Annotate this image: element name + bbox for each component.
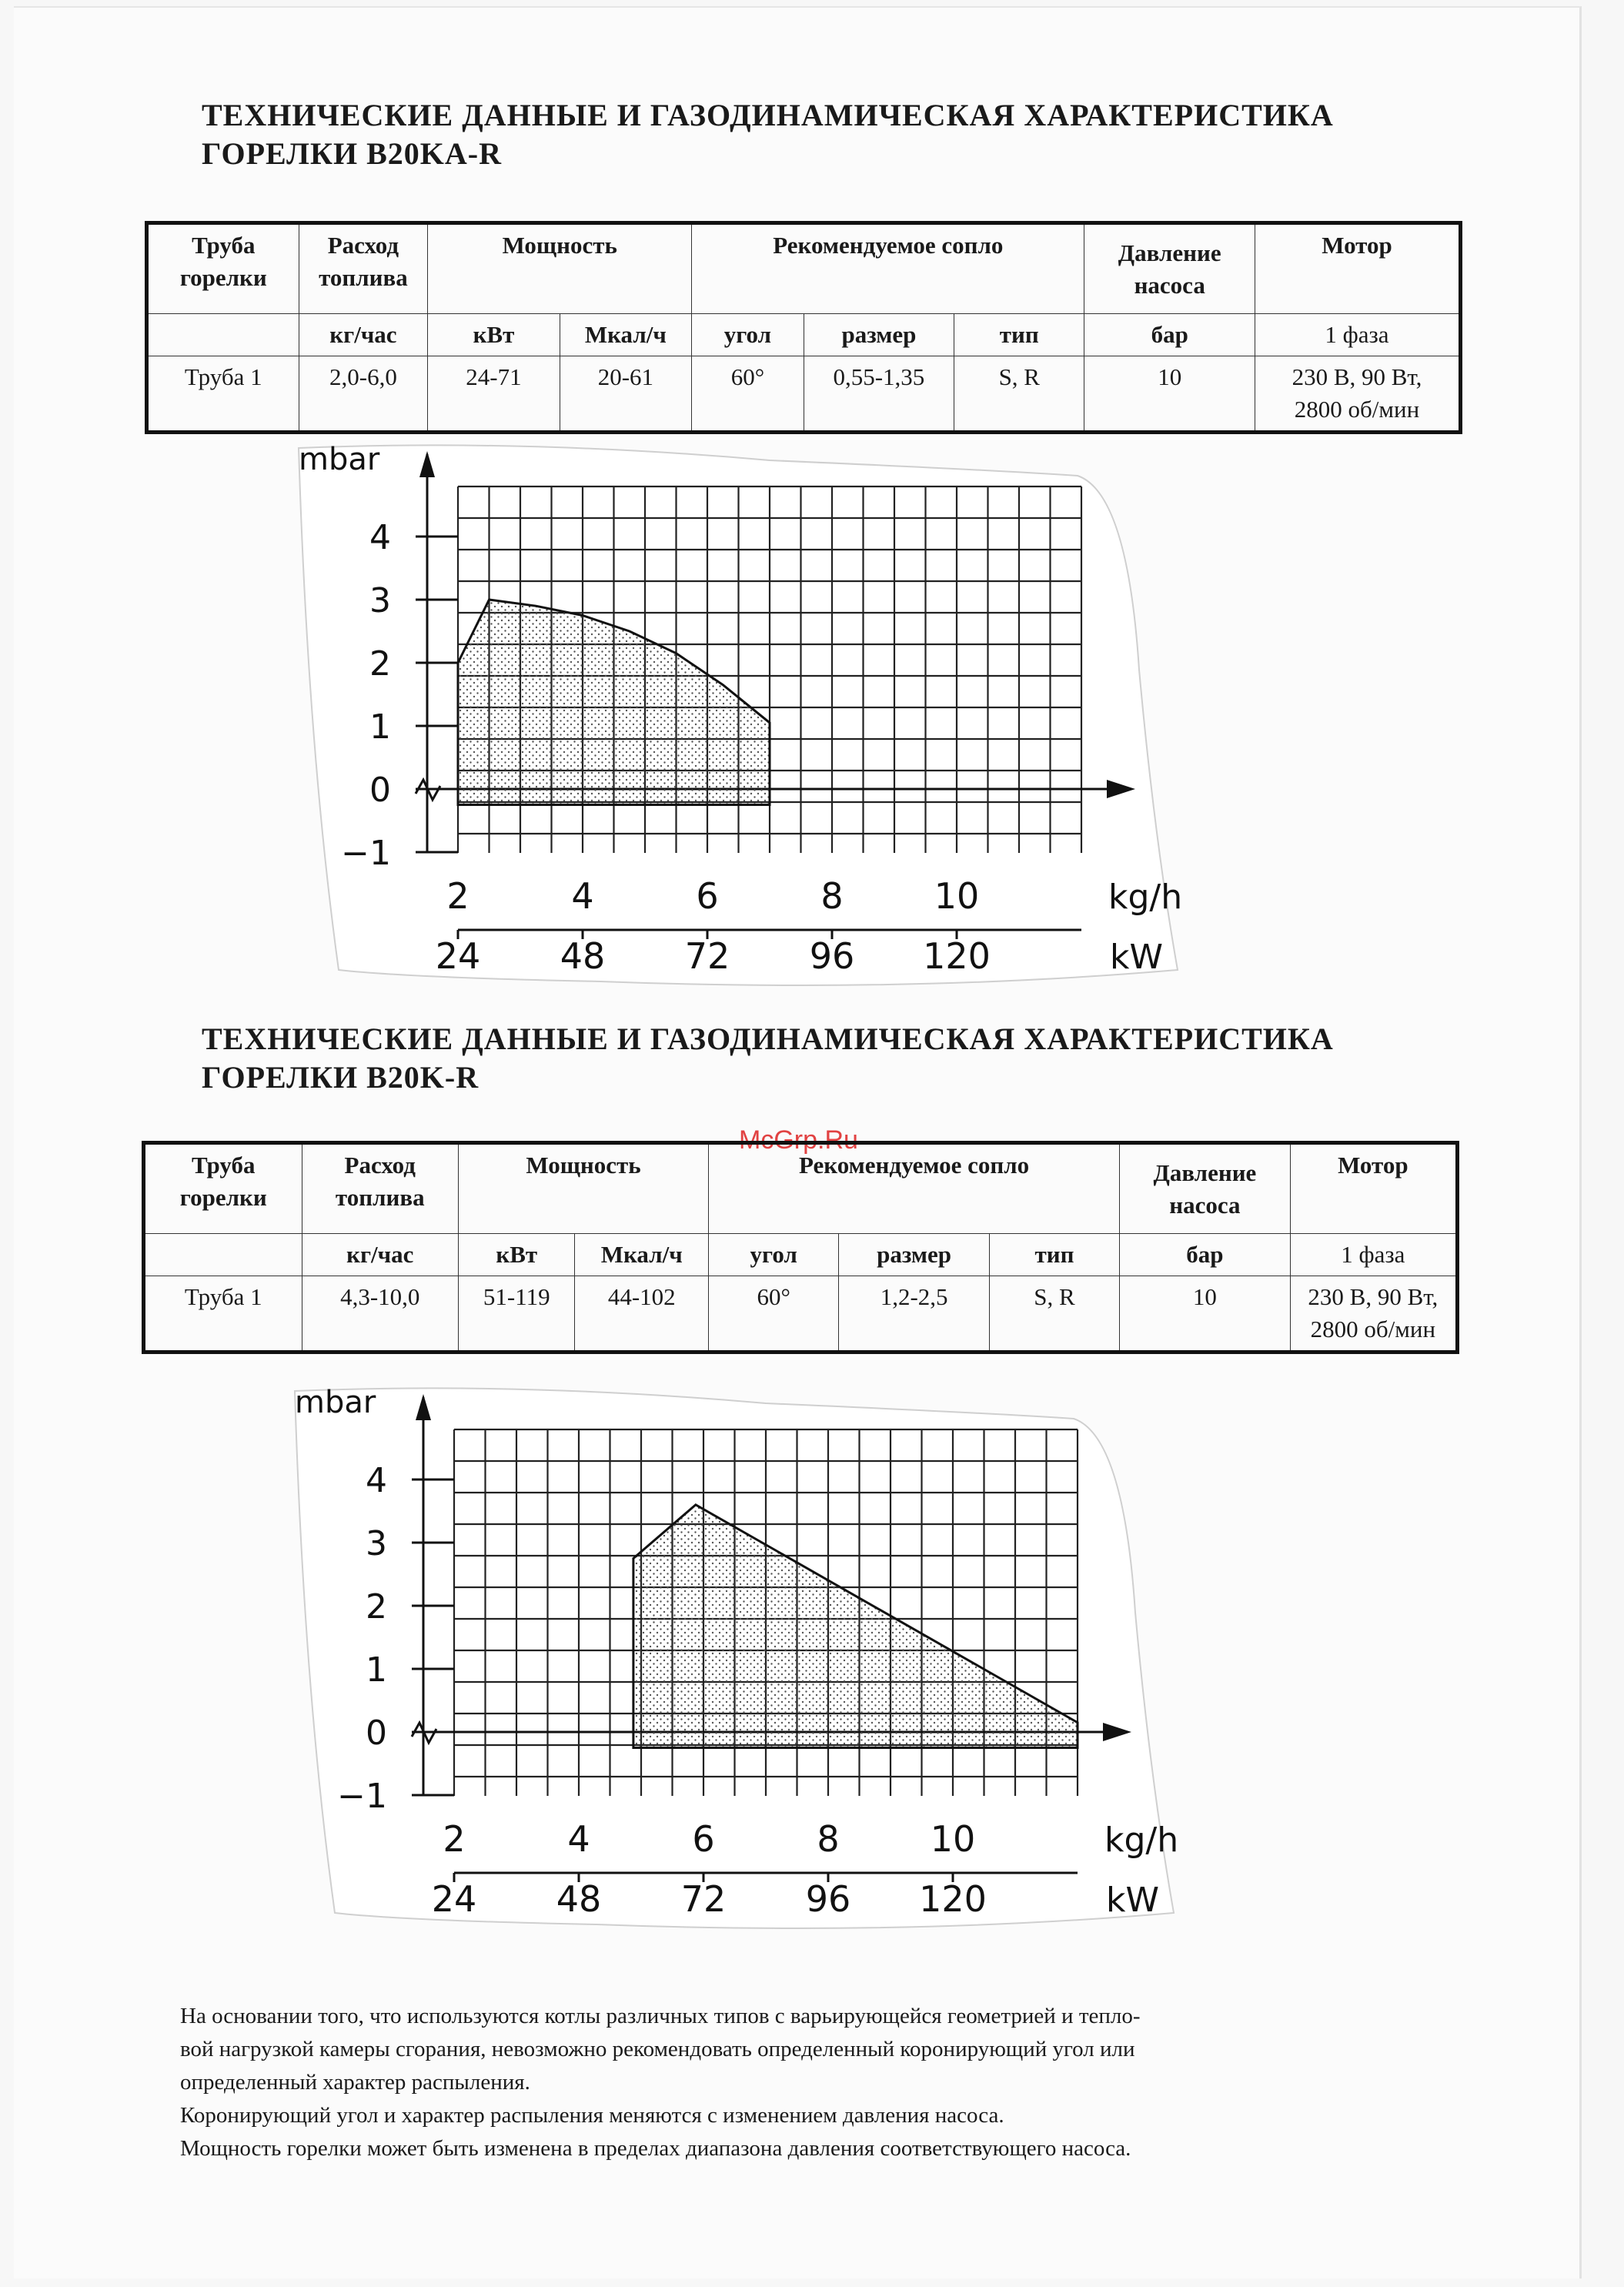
- val-mcal: 20-61: [560, 356, 692, 433]
- val-type: S, R: [989, 1276, 1119, 1352]
- x2-tick-label: 72: [684, 935, 730, 977]
- y-tick-label: 3: [366, 1524, 387, 1563]
- y-axis-label: mbar: [299, 442, 380, 477]
- th-flow: Расход топлива: [299, 223, 428, 314]
- y-tick-label: 4: [366, 1461, 387, 1500]
- th-tube: Труба горелки: [147, 223, 299, 314]
- unit-type: тип: [954, 314, 1084, 356]
- val-motor: [1290, 1276, 1457, 1352]
- val-motor-line1: 230 В, 90 Вт,: [1308, 1283, 1439, 1310]
- unit-kw: кВт: [459, 1234, 575, 1276]
- x2-tick-label: 120: [919, 1878, 987, 1920]
- chart-svg: [292, 439, 1185, 993]
- unit-tube-empty: [144, 1234, 302, 1276]
- chart-b20ka-r: [292, 439, 1185, 993]
- unit-bar: бар: [1120, 1234, 1291, 1276]
- unit-angle: угол: [692, 314, 804, 356]
- th-pressure: Давление насоса: [1120, 1143, 1291, 1234]
- x2-tick-label: 96: [809, 935, 855, 977]
- note-line: На основании того, что используются котлы различных типов с варьирующейся геометрией и тепло-: [180, 2004, 1141, 2028]
- unit-kw: кВт: [428, 314, 560, 356]
- unit-flow: кг/час: [299, 314, 428, 356]
- notes-block: [180, 2000, 1381, 2165]
- unit-size: размер: [804, 314, 954, 356]
- th-power: Мощность: [428, 223, 692, 314]
- note-line: Коронирующий угол и характер распыления меняются с изменением давления насоса.: [180, 2103, 1004, 2128]
- unit-bar: бар: [1084, 314, 1255, 356]
- x2-tick-label: 72: [680, 1878, 727, 1920]
- section1-spec-table: [145, 221, 1462, 434]
- unit-flow: кг/час: [302, 1234, 459, 1276]
- unit-size: размер: [839, 1234, 989, 1276]
- val-motor-line1: 230 В, 90 Вт,: [1292, 363, 1422, 390]
- y-tick-label: 0: [366, 1714, 387, 1753]
- th-nozzle: Рекомендуемое сопло: [709, 1143, 1120, 1234]
- x-tick-label: 2: [446, 875, 469, 917]
- y-tick-label: 1: [369, 707, 391, 747]
- unit-angle: угол: [709, 1234, 839, 1276]
- x-tick-label: 6: [692, 1818, 715, 1860]
- chart-b20k-r: [289, 1382, 1181, 1936]
- th-motor: Мотор: [1255, 223, 1460, 314]
- val-tube: Труба 1: [144, 1276, 302, 1352]
- val-kw: 24-71: [428, 356, 560, 433]
- x-tick-label: 4: [567, 1818, 590, 1860]
- x-axis-label: kg/h: [1104, 1821, 1179, 1860]
- y-axis-label: mbar: [295, 1385, 376, 1420]
- x-tick-label: 6: [696, 875, 719, 917]
- val-mcal: 44-102: [575, 1276, 709, 1352]
- x-tick-label: 8: [820, 875, 844, 917]
- x-tick-label: 4: [571, 875, 594, 917]
- y-tick-label: 4: [369, 518, 391, 557]
- th-tube: Труба горелки: [144, 1143, 302, 1234]
- y-tick-label: −1: [341, 834, 391, 873]
- val-angle: 60°: [692, 356, 804, 433]
- val-motor: [1255, 356, 1460, 433]
- val-motor-line2: 2800 об/мин: [1294, 396, 1420, 423]
- unit-type: тип: [989, 1234, 1119, 1276]
- y-tick-label: 3: [369, 581, 391, 620]
- section2-title-line2: ГОРЕЛКИ B20K-R: [202, 1060, 480, 1095]
- x-tick-label: 2: [443, 1818, 466, 1860]
- chart-svg: [289, 1382, 1181, 1936]
- x2-tick-label: 120: [923, 935, 991, 977]
- th-pressure: Давление насоса: [1084, 223, 1255, 314]
- watermark: McGrp.Ru: [739, 1125, 858, 1155]
- y-tick-label: 2: [366, 1587, 387, 1627]
- val-bar: 10: [1084, 356, 1255, 433]
- val-tube: Труба 1: [147, 356, 299, 433]
- unit-phase: 1 фаза: [1290, 1234, 1457, 1276]
- x-axis-label: kg/h: [1108, 878, 1183, 917]
- y-tick-label: 2: [369, 644, 391, 684]
- y-tick-label: 0: [369, 771, 391, 810]
- x-tick-label: 10: [934, 875, 980, 917]
- x2-tick-label: 48: [556, 1878, 602, 1920]
- section1-title-line2: ГОРЕЛКИ B20KA-R: [202, 136, 502, 171]
- unit-mcal: Мкал/ч: [575, 1234, 709, 1276]
- val-motor-line2: 2800 об/мин: [1310, 1316, 1436, 1342]
- x2-tick-label: 24: [431, 1878, 477, 1920]
- section1-title-line1: ТЕХНИЧЕСКИЕ ДАННЫЕ И ГАЗОДИНАМИЧЕСКАЯ ХАРАКТЕРИСТИКА: [202, 98, 1334, 132]
- th-power: Мощность: [459, 1143, 709, 1234]
- val-size: 1,2-2,5: [839, 1276, 989, 1352]
- th-flow: Расход топлива: [302, 1143, 459, 1234]
- x2-tick-label: 24: [435, 935, 481, 977]
- note-line: Мощность горелки может быть изменена в пределах диапазона давления соответствующего насоса.: [180, 2136, 1131, 2161]
- th-nozzle: Рекомендуемое сопло: [692, 223, 1084, 314]
- x2-axis-label: kW: [1110, 938, 1163, 977]
- section2-title-line1: ТЕХНИЧЕСКИЕ ДАННЫЕ И ГАЗОДИНАМИЧЕСКАЯ ХАРАКТЕРИСТИКА: [202, 1021, 1334, 1056]
- th-motor: Мотор: [1290, 1143, 1457, 1234]
- unit-mcal: Мкал/ч: [560, 314, 692, 356]
- val-flow: 4,3-10,0: [302, 1276, 459, 1352]
- x-tick-label: 8: [817, 1818, 840, 1860]
- x-tick-label: 10: [930, 1818, 976, 1860]
- y-tick-label: −1: [337, 1777, 387, 1816]
- note-line: определенный характер распыления.: [180, 2070, 530, 2095]
- val-flow: 2,0-6,0: [299, 356, 428, 433]
- section1-title: [202, 96, 1334, 173]
- val-bar: 10: [1120, 1276, 1291, 1352]
- note-line: вой нагрузкой камеры сгорания, невозможно рекомендовать определенный коронирующий угол или: [180, 2037, 1135, 2061]
- val-type: S, R: [954, 356, 1084, 433]
- section2-title: [202, 1020, 1334, 1097]
- y-tick-label: 1: [366, 1650, 387, 1690]
- val-kw: 51-119: [459, 1276, 575, 1352]
- unit-phase: 1 фаза: [1255, 314, 1460, 356]
- section2-spec-table: [142, 1141, 1459, 1354]
- val-angle: 60°: [709, 1276, 839, 1352]
- x2-tick-label: 96: [805, 1878, 851, 1920]
- x2-axis-label: kW: [1106, 1881, 1159, 1920]
- x2-tick-label: 48: [560, 935, 606, 977]
- val-size: 0,55-1,35: [804, 356, 954, 433]
- unit-tube-empty: [147, 314, 299, 356]
